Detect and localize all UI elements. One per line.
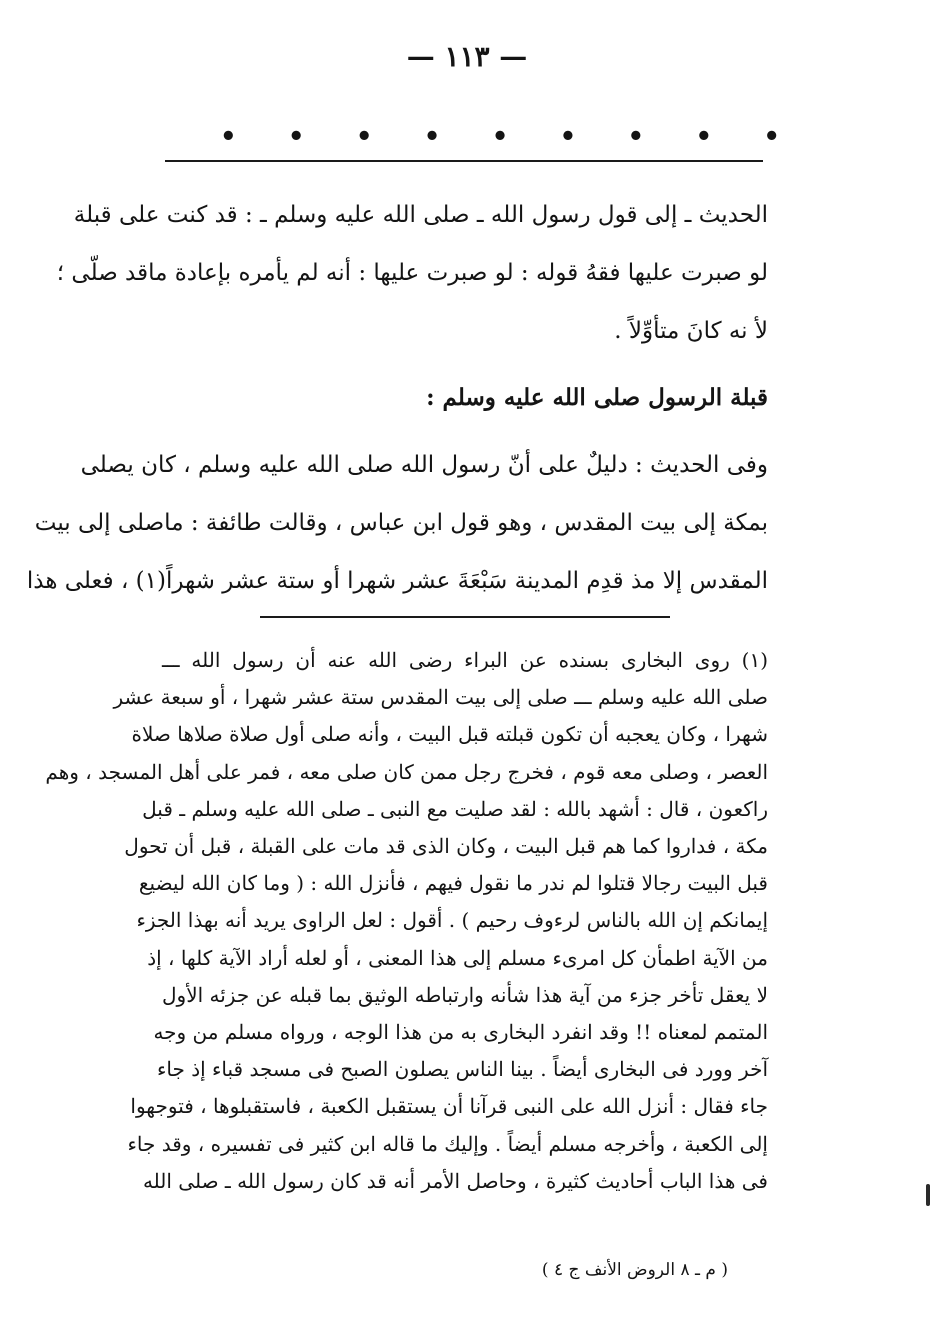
footnote-line: إلى الكعبة ، وأخرجه مسلم أيضاً . وإليك ما قاله ابن كثير فى تفسيره ، وقد جاء [127,1131,768,1156]
top-rule [165,160,763,162]
footnote-line: من الآية اطمأن كل امرىء مسلم إلى هذا المعنى ، أو لعله أراد الآية كلها ، إذ [147,945,768,970]
dot: • [423,122,441,152]
dot: • [220,122,237,152]
footnote-line: جاء فقال : أنزل الله على النبى قرآنا أن يستقبل الكعبة ، فاستقبلوها ، فتوجهوا [130,1094,768,1119]
page-number: — ١١٣ — [406,40,528,73]
dot: • [763,122,780,152]
footnote-line: آخر وورد فى البخارى أيضاً . بينا الناس يصلون الصبح فى مسجد قباء إذ جاء [156,1057,768,1082]
footnote-line: إيمانكم إن الله بالناس لرءوف رحيم ) . أقول : لعل الراوى يريد أنه بهذا الجزء [136,908,768,933]
dot: • [355,122,373,152]
dot: • [287,122,305,152]
second-paragraph [26,436,768,610]
footnote-line: صلى الله عليه وسلم ـــ صلى إلى بيت المقدس ستة عشر شهرا ، أو سبعة عشر [113,685,768,710]
text-line: لأ نه كانَ متأوِّلاً . [614,318,768,344]
dot: • [695,122,713,152]
footnote-line: راكعون ، قال : أشهد بالله : لقد صليت مع النبى ـ صلى الله عليه وسلم ـ قبل [142,796,768,821]
section-heading [162,384,768,411]
text-line: وفى الحديث : دليلٌ على أنّ رسول الله صلى الله عليه وسلم ، كان يصلى [80,452,768,478]
ornament-dots [220,122,780,152]
text-line: بمكة إلى بيت المقدس ، وهو قول ابن عباس ، وقالت طائفة : ماصلى إلى بيت [34,510,768,536]
footnote-line: مكة ، فداروا كما هم قبل البيت ، وكان الذى قد مات على القبلة ، قبل أن تحول [124,834,768,859]
footnote-line: فى هذا الباب أحاديث كثيرة ، وحاصل الأمر أنه قد كان رسول الله ـ صلى الله [142,1168,768,1193]
ink-smear [926,1184,930,1206]
main-paragraph [56,186,768,360]
dot: • [491,122,509,152]
footnote-line: العصر ، وصلى معه قوم ، فخرج رجل ممن كان صلى معه ، فمر على أهل المسجد ، وهم [45,759,768,784]
footnote-line: لا يعقل تأخر جزء من آية هذا شأنه وارتباطه الوثيق بما قبله عن جزئه الأول [162,982,768,1007]
text-line: لو صبرت عليها فقهُ قوله : لو صبرت عليها : أنه لم يأمره بإعادة ماقد صلّى ؛ [56,260,768,286]
footnote-line: شهرا ، وكان يعجبه أن تكون قبلته قبل البيت ، وأنه صلى أول صلاة صلاها صلاة [131,722,768,747]
footnote-line: (١) روى البخارى بسنده عن البراء رضى الله عنه أن رسول الله ـــ [162,648,768,672]
footnote [45,642,768,1200]
text-line: الحديث ـ إلى قول رسول الله ـ صلى الله عليه وسلم ـ : قد كنت على قبلة [73,202,768,228]
text-line: المقدس إلا مذ قدِم المدينة سَبْعَةَ عشر شهرا أو ستة عشر شهراً(١) ، فعلى هذا [26,568,768,594]
heading-text: قبلة الرسول صلى الله عليه وسلم : [426,384,768,411]
printer-signature: ( م ـ ٨ الروض الأنف ج ٤ ) [541,1260,728,1280]
dot: • [627,122,645,152]
dot: • [559,122,577,152]
footnote-line: قبل البيت رجالا قتلوا لم ندر ما نقول فيهم ، فأنزل الله : ( وما كان الله ليضيع [138,871,768,896]
footnote-separator [260,616,670,618]
footnote-line: المتمم لمعناه !! وقد انفرد البخارى به من هذا الوجه ، ورواه مسلم من وجه [153,1020,768,1045]
